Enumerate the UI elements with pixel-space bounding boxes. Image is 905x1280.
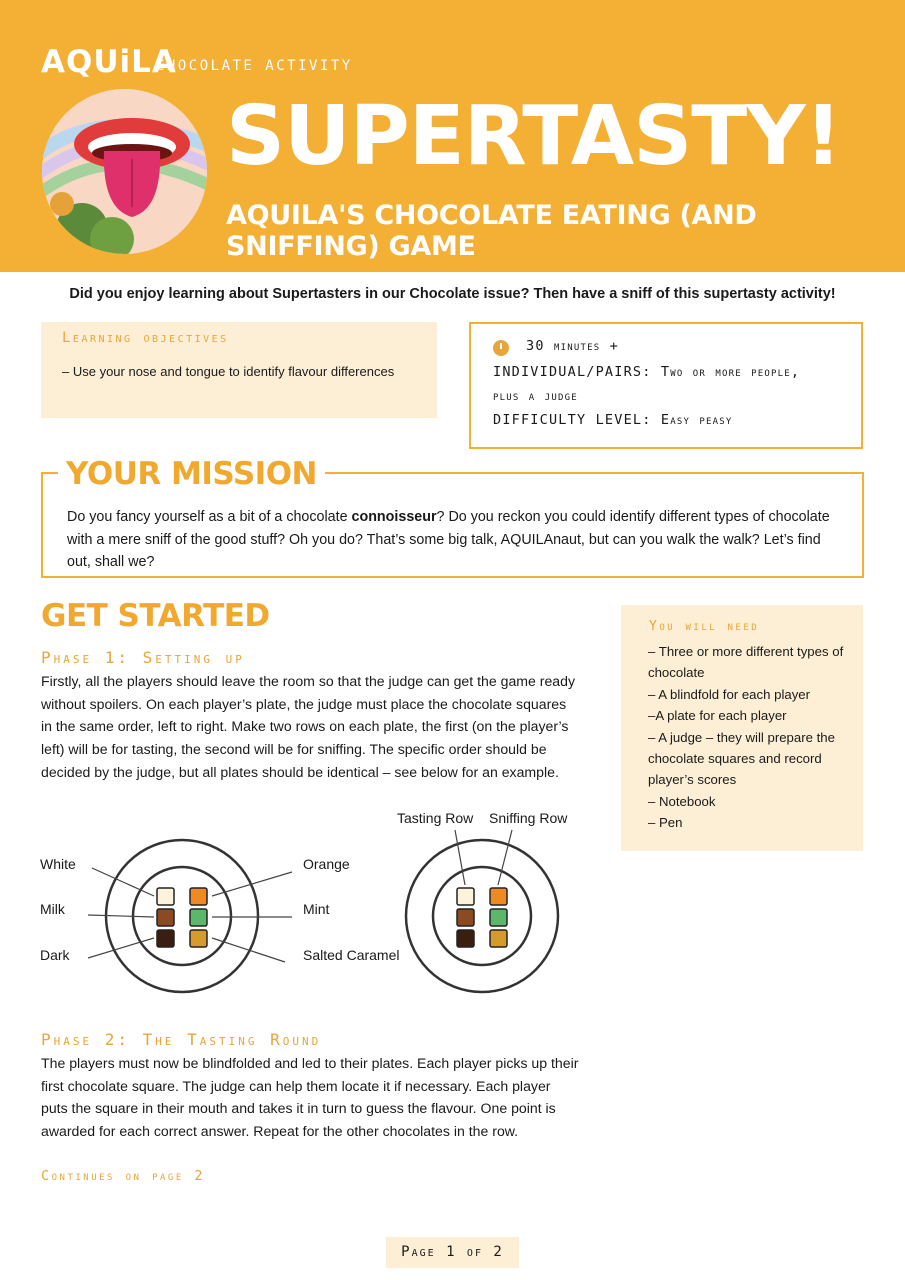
continues-note: Continues on page 2 bbox=[41, 1168, 205, 1184]
label-mint: Mint bbox=[303, 901, 330, 917]
dark-chocolate-square bbox=[157, 930, 174, 947]
phase1-heading: Phase 1: Setting up bbox=[41, 648, 245, 667]
page-subtitle: AQUILA'S CHOCOLATE EATING (AND SNIFFING) GAME bbox=[226, 200, 757, 262]
intro-line bbox=[0, 286, 905, 302]
orange-chocolate-square bbox=[190, 888, 207, 905]
you-will-need-list bbox=[648, 641, 858, 834]
intro-text-before: Did you enjoy learning about Supertasters in our bbox=[69, 286, 410, 302]
learning-objectives-text: – Use your nose and tongue to identify flavour differences bbox=[62, 364, 395, 379]
mission-text-before: Do you fancy yourself as a bit of a chocolate bbox=[67, 509, 352, 525]
milk-chocolate-square bbox=[457, 909, 474, 926]
activity-info-panel bbox=[469, 322, 863, 449]
you-will-need-panel bbox=[621, 605, 863, 851]
phase1-text: Firstly, all the players should leave the room so that the judge can get the game ready without spoilers. On each player’s plate, the judge must place the chocolate squares in the same order, left to right. Make two rows on each plate, the first (on the player’s left) will be for tasting, the second will be for sniffing. The specific order should be decided by the judge, but all plates should be identical – see below for an example. bbox=[41, 673, 576, 780]
you-will-need-label: You will need bbox=[649, 619, 760, 634]
leader-line-tasting-row bbox=[455, 830, 465, 885]
label-orange: Orange bbox=[303, 856, 350, 872]
difficulty-text: DIFFICULTY LEVEL: Easy peasy bbox=[493, 412, 733, 428]
brand-logo: AQUiLA bbox=[41, 44, 177, 80]
list-item: – Notebook bbox=[648, 793, 716, 809]
orange-chocolate-square bbox=[490, 888, 507, 905]
phase2-text: The players must now be blindfolded and led to their plates. Each player picks up their first chocolate square. The judge can help them locate it if necessary. Each player puts the square in their mouth and takes it in turn to guess the flavour. One point is awarded for each correct answer. Repeat for the other chocolates in the row. bbox=[41, 1055, 579, 1140]
mission-text bbox=[67, 506, 847, 574]
mission-text-bold: connoisseur bbox=[351, 509, 437, 525]
players-text-line1: INDIVIDUAL/PAIRS: Two or more people, bbox=[493, 364, 801, 380]
label-tasting-row: Tasting Row bbox=[397, 810, 474, 826]
label-white: White bbox=[40, 856, 76, 872]
mint-chocolate-square bbox=[490, 909, 507, 926]
white-chocolate-square bbox=[457, 888, 474, 905]
label-salted-caramel: Salted Caramel bbox=[303, 947, 400, 963]
list-item: – A blindfold for each player bbox=[648, 686, 811, 702]
phase2-heading: Phase 2: The Tasting Round bbox=[41, 1030, 322, 1049]
mint-chocolate-square bbox=[190, 909, 207, 926]
leader-line-orange bbox=[212, 872, 292, 896]
mission-heading: YOUR MISSION bbox=[58, 456, 325, 492]
intro-text-bold: Chocolate issue bbox=[409, 286, 521, 302]
leader-line-white bbox=[92, 868, 154, 896]
plate-left-inner bbox=[133, 867, 231, 965]
list-item: – A judge – they will prepare the chocolate squares and record player’s scores bbox=[648, 729, 835, 788]
salted-caramel-chocolate-square bbox=[190, 930, 207, 947]
leader-line-milk bbox=[88, 915, 154, 917]
duration-text: 30 minutes + bbox=[526, 338, 619, 354]
list-item: – Three or more different types of chocolate bbox=[648, 644, 844, 681]
mission-text-after: ? Do you reckon you could identify different types of chocolate with a mere sniff of the good stuff? Oh you do? That’s some big talk, AQUILAnaut, but can you walk the walk? Let’s find out, shall we? bbox=[67, 509, 830, 570]
brand-subtitle: CHOCOLATE ACTIVITY bbox=[156, 58, 353, 74]
intro-text-after: ? Then have a sniff of this supertasty activity! bbox=[520, 286, 836, 302]
label-dark: Dark bbox=[40, 947, 70, 963]
salted-caramel-chocolate-square bbox=[490, 930, 507, 947]
list-item: – Pen bbox=[648, 815, 683, 831]
dark-chocolate-square bbox=[457, 930, 474, 947]
leader-line-caramel bbox=[212, 938, 285, 962]
plate-right-inner bbox=[433, 867, 531, 965]
get-started-heading: GET STARTED bbox=[41, 598, 270, 634]
header-banner bbox=[0, 0, 905, 272]
learning-objectives-panel bbox=[41, 322, 437, 418]
players-text-line2: plus a judge bbox=[493, 388, 578, 404]
tongue-illustration bbox=[42, 89, 207, 254]
page-number: Page 1 of 2 bbox=[386, 1237, 519, 1268]
milk-chocolate-square bbox=[157, 909, 174, 926]
white-chocolate-square bbox=[157, 888, 174, 905]
list-item: –A plate for each player bbox=[648, 708, 787, 724]
clock-icon bbox=[493, 340, 509, 356]
plate-right-outer bbox=[406, 840, 558, 992]
label-milk: Milk bbox=[40, 901, 65, 917]
label-sniffing-row: Sniffing Row bbox=[489, 810, 568, 826]
page-title: SUPERTASTY! bbox=[226, 89, 842, 184]
learning-objectives-label: Learning objectives bbox=[62, 330, 229, 346]
